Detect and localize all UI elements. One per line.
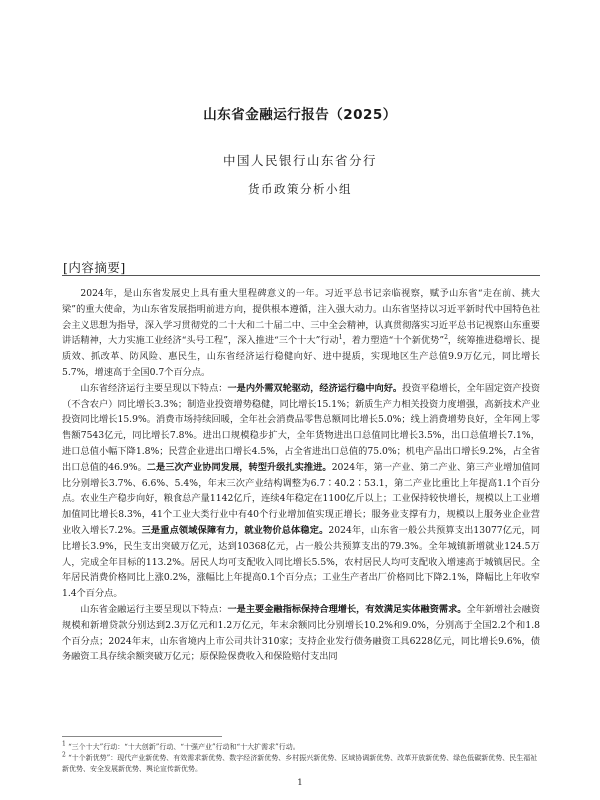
footnote-text: “三个十大”行动：“十大创新”行动、“十强产业”行动和“十大扩需求”行动。: [68, 743, 300, 751]
organization-name: 中国人民银行山东省分行: [222, 153, 377, 168]
summary-body: [62, 286, 540, 665]
paragraph-text: ，统筹推进稳增长、提质效、抓改革、防风险、惠民生，山东省经济运行稳健向好、进中提质，实现地区生产总值9.9万亿元，同比增长5.7%，增速高于全国0.7个百分点。: [62, 335, 540, 378]
footnote-1: [62, 742, 540, 753]
key-point: 二是三次产业协同发展，转型升级扎实推进。: [146, 461, 332, 473]
summary-heading: [内容摘要]: [63, 260, 126, 275]
paragraph-text: 投资平稳增长，全年固定资产投资（不含农户）同比增长3.3%；制造业投资增势稳健，同比增长15.1%；新质生产力相关投资力度增强，高新技术产业投资同比增长15.9%。消费市场持续回暖，全年社会消费品零售总额同比增长5.0%；线上消费增势良好，全年网上零售额7543亿元，同比增长7.8%。进出口规模稳步扩大，全年货物进出口总值同比增长3.5%，出口总值增长7.1%，进口总值小幅下降1.8%；民营企业进出口增长4.5%，占全省进出口总值的75.0%；机电产品出口增长9.2%，占全省出口总值的46.9%。: [62, 382, 541, 473]
footnote-2: [62, 753, 540, 775]
paragraph-text: 山东省经济运行主要呈现以下特点：: [80, 382, 228, 394]
footnote-mark: 1: [62, 740, 66, 748]
heading-divider: [62, 275, 540, 276]
key-point: 三是重点领域保障有力，就业物价总体稳定。: [141, 524, 329, 536]
report-title: 山东省金融运行报告（2025）: [203, 107, 397, 123]
page-number: 1: [297, 778, 303, 788]
paragraph-text: 山东省金融运行主要呈现以下特点：: [80, 603, 228, 615]
paragraph-text: 2024年，是山东省发展史上具有重大里程碑意义的一年。习近平总书记亲临视察，赋予山东省“走在前、挑大梁”的重大使命，为山东省发展指明前进方向，提供根本遵循，注入强大动力。山东省坚持以习近平新时代中国特色社会主义思想为指导，深入学习贯彻党的二十大和二十届二中、三中全会精神，认真贯彻落实习近平总书记视察山东重要讲话精神，大力实施工业经济“头号工程”，深入推进“三个十大”行动: [62, 288, 540, 347]
summary-paragraph-2: [62, 381, 540, 602]
footnotes: [62, 742, 540, 775]
paragraph-text: 2024年，第一产业、第二产业、第三产业增加值同比分别增长3.7%、6.6%、5.4%，年末三次产业结构调整为6.7∶40.2∶53.1，第二产业比重比上年提高1.1个百分点。农业生产稳步向好，粮食总产量1142亿斤，连续4年稳定在1100亿斤以上；工业保持较快增长，规模以上工业增加值同比增长8.3%，41个工业大类行业中有40个行业增加值实现正增长；服务业支撑有力，规模以上服务业企业营业收入增长7.2%。: [62, 461, 541, 536]
footnote-divider: [62, 736, 222, 737]
key-point: 一是内外需双轮驱动，经济运行稳中向好。: [227, 382, 403, 394]
paragraph-text: 2024年，山东省一般公共预算支出13077亿元，同比增长3.9%，民生支出突破万亿元，达到10368亿元，占一般公共预算支出的79.3%。全年城镇新增就业124.5万人，完成全年目标的113.2%。居民人均可支配收入同比增长5.5%，农村居民人均可支配收入增速高于城镇居民。全年居民消费价格同比上涨0.2%，涨幅比上年提高0.1个百分点；工业生产者出厂价格同比下降2.1%，降幅比上年收窄1.4个百分点。: [62, 524, 541, 600]
paragraph-text: 全年新增社会融资规模和新增贷款分别达到2.3万亿元和1.2万亿元，年末余额同比分别增长10.2%和9.0%，分别高于全国2.2个和1.8个百分点；2024年末，山东省境内上市公司共计310家；支持企业发行债务融资工具6228亿元，同比增长9.6%，债务融资工具存续余额突破万亿元；原保险保费收入和保险赔付支出同: [62, 603, 541, 663]
summary-paragraph-3: [62, 602, 540, 665]
author-group: 货币政策分析小组: [248, 182, 352, 196]
key-point: 一是主要金融指标保持合理增长，有效满足实体融资需求。: [227, 603, 467, 615]
footnote-mark: 2: [62, 751, 66, 759]
footnote-ref: 1: [338, 334, 343, 342]
summary-paragraph-1: [62, 286, 540, 381]
footnote-ref: 2: [444, 334, 448, 342]
footnote-text: “十个新优势”：现代产业新优势、有效需求新优势、数字经济新优势、乡村振兴新优势、区域协调新优势、改革开放新优势、绿色低碳新优势、民生福祉新优势、安全发展新优势、舆论宣传新优势。: [62, 754, 538, 773]
paragraph-text: ，着力塑造“十个新优势”: [342, 335, 445, 347]
